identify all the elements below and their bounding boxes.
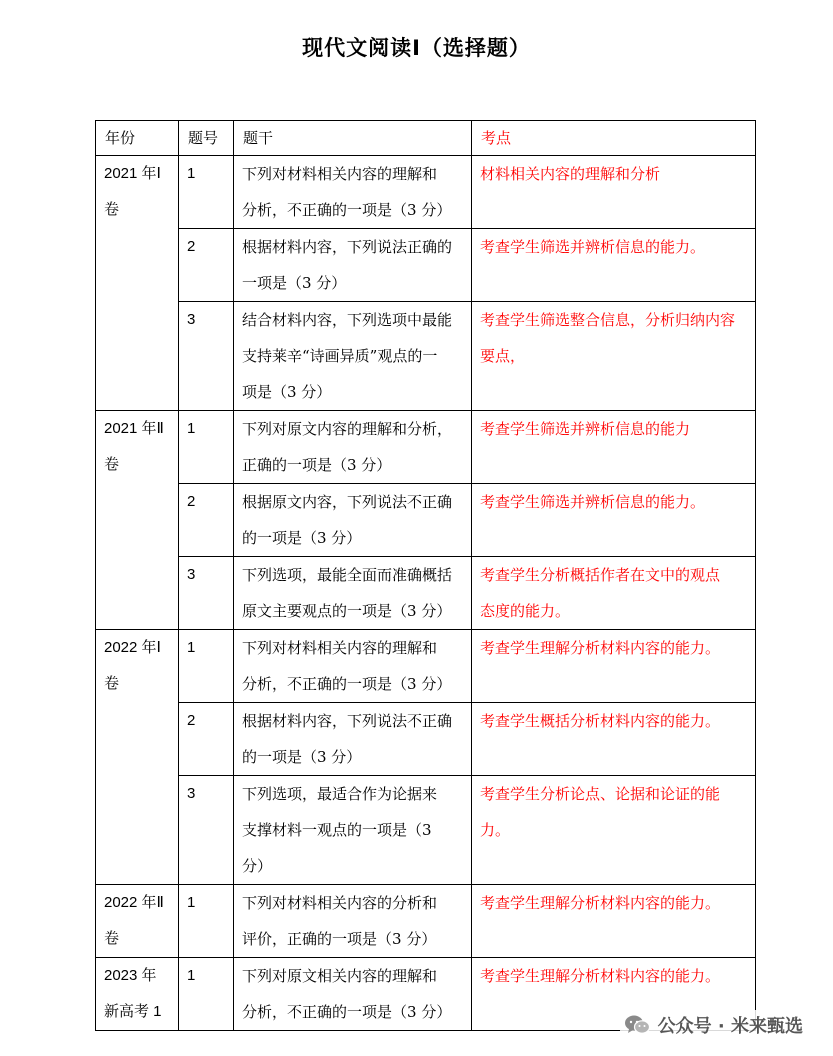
exam-point bbox=[472, 156, 756, 229]
table-header-row bbox=[96, 121, 756, 156]
exam-point bbox=[472, 557, 756, 630]
question-number: 3 bbox=[179, 302, 234, 411]
year-cell bbox=[96, 156, 179, 411]
question-stem bbox=[234, 302, 472, 411]
year-cell bbox=[96, 885, 179, 958]
point-line: 材料相关内容的理解和分析 bbox=[480, 165, 661, 183]
exam-point bbox=[472, 229, 756, 302]
watermark bbox=[620, 1010, 807, 1040]
table-row bbox=[96, 557, 756, 630]
question-number: 1 bbox=[179, 958, 234, 1031]
exam-point bbox=[472, 630, 756, 703]
stem-line: 的一项是（3 分） bbox=[242, 748, 362, 766]
stem-line: 的一项是（3 分） bbox=[242, 529, 362, 547]
point-line: 考查学生筛选整合信息，分析归纳内容 bbox=[480, 311, 736, 329]
table-row bbox=[96, 703, 756, 776]
year-line: 新高考 1 bbox=[104, 1003, 162, 1020]
stem-line: 下列对材料相关内容的分析和 bbox=[242, 894, 438, 912]
table-row bbox=[96, 156, 756, 229]
question-stem bbox=[234, 411, 472, 484]
table-row bbox=[96, 411, 756, 484]
point-line: 考查学生理解分析材料内容的能力。 bbox=[480, 967, 721, 985]
question-number: 1 bbox=[179, 885, 234, 958]
stem-line: 根据材料内容，下列说法正确的 bbox=[242, 238, 453, 256]
point-line: 要点， bbox=[480, 347, 526, 365]
stem-line: 分） bbox=[242, 857, 273, 875]
point-line: 考查学生筛选并辨析信息的能力 bbox=[480, 420, 691, 438]
point-line: 力。 bbox=[480, 821, 511, 839]
year-line: 卷 bbox=[104, 201, 120, 218]
table-row bbox=[96, 302, 756, 411]
point-line: 态度的能力。 bbox=[480, 602, 571, 620]
year-line: 卷 bbox=[104, 675, 120, 692]
year-line: 卷 bbox=[104, 456, 120, 473]
point-line: 考查学生理解分析材料内容的能力。 bbox=[480, 894, 721, 912]
stem-line: 下列选项，最能全面而准确概括 bbox=[242, 566, 453, 584]
point-line: 考查学生筛选并辨析信息的能力。 bbox=[480, 238, 706, 256]
year-line: 2022 年Ⅱ bbox=[104, 894, 164, 911]
stem-line: 下列对材料相关内容的理解和 bbox=[242, 165, 438, 183]
stem-line: 下列对材料相关内容的理解和 bbox=[242, 639, 438, 657]
year-line: 2022 年Ⅰ bbox=[104, 639, 161, 656]
stem-line: 原文主要观点的一项是（3 分） bbox=[242, 602, 452, 620]
question-number: 2 bbox=[179, 703, 234, 776]
year-cell bbox=[96, 958, 179, 1031]
stem-line: 正确的一项是（3 分） bbox=[242, 456, 392, 474]
question-number: 3 bbox=[179, 776, 234, 885]
stem-line: 评价，正确的一项是（3 分） bbox=[242, 930, 437, 948]
table-row bbox=[96, 484, 756, 557]
question-stem bbox=[234, 557, 472, 630]
stem-line: 分析，不正确的一项是（3 分） bbox=[242, 201, 452, 219]
year-line: 2021 年Ⅰ bbox=[104, 165, 161, 182]
question-number: 2 bbox=[179, 484, 234, 557]
stem-line: 分析，不正确的一项是（3 分） bbox=[242, 675, 452, 693]
stem-line: 项是（3 分） bbox=[242, 383, 332, 401]
year-line: 2023 年 bbox=[104, 967, 157, 984]
question-number: 3 bbox=[179, 557, 234, 630]
table-row bbox=[96, 229, 756, 302]
year-line: 卷 bbox=[104, 930, 120, 947]
stem-line: 支撑材料一观点的一项是（3 bbox=[242, 821, 432, 839]
exam-table bbox=[95, 120, 756, 1031]
table-body bbox=[96, 156, 756, 1031]
header-year: 年份 bbox=[96, 121, 179, 156]
header-stem: 题干 bbox=[234, 121, 472, 156]
table-row bbox=[96, 630, 756, 703]
point-line: 考查学生概括分析材料内容的能力。 bbox=[480, 712, 721, 730]
stem-line: 下列对原文相关内容的理解和 bbox=[242, 967, 438, 985]
point-line: 考查学生理解分析材料内容的能力。 bbox=[480, 639, 721, 657]
point-line: 考查学生分析论点、论据和论证的能 bbox=[480, 785, 721, 803]
stem-line: 下列对原文内容的理解和分析， bbox=[242, 420, 453, 438]
question-number: 1 bbox=[179, 156, 234, 229]
header-number: 题号 bbox=[179, 121, 234, 156]
year-line: 2021 年Ⅱ bbox=[104, 420, 164, 437]
question-number: 1 bbox=[179, 411, 234, 484]
exam-point bbox=[472, 885, 756, 958]
question-stem bbox=[234, 885, 472, 958]
exam-point bbox=[472, 411, 756, 484]
point-line: 考查学生筛选并辨析信息的能力。 bbox=[480, 493, 706, 511]
question-stem bbox=[234, 630, 472, 703]
exam-point bbox=[472, 703, 756, 776]
stem-line: 根据原文内容，下列说法不正确 bbox=[242, 493, 453, 511]
year-cell bbox=[96, 411, 179, 630]
exam-point bbox=[472, 302, 756, 411]
question-stem bbox=[234, 229, 472, 302]
table-row bbox=[96, 885, 756, 958]
exam-point bbox=[472, 776, 756, 885]
question-stem bbox=[234, 484, 472, 557]
point-line: 考查学生分析概括作者在文中的观点 bbox=[480, 566, 721, 584]
stem-line: 下列选项，最适合作为论据来 bbox=[242, 785, 438, 803]
year-cell bbox=[96, 630, 179, 885]
page-title: 现代文阅读Ⅰ（选择题） bbox=[302, 36, 531, 60]
stem-line: 根据材料内容，下列说法不正确 bbox=[242, 712, 453, 730]
header-point: 考点 bbox=[472, 121, 756, 156]
stem-line: 分析，不正确的一项是（3 分） bbox=[242, 1003, 452, 1021]
watermark-text: 公众号 · 米来甄选 bbox=[657, 1016, 803, 1037]
question-stem bbox=[234, 156, 472, 229]
exam-point bbox=[472, 484, 756, 557]
question-stem bbox=[234, 703, 472, 776]
stem-line: 结合材料内容，下列选项中最能 bbox=[242, 311, 453, 329]
wechat-icon bbox=[624, 1014, 650, 1036]
stem-line: 一项是（3 分） bbox=[242, 274, 347, 292]
stem-line: 支持莱辛“诗画异质”观点的一 bbox=[242, 347, 438, 365]
question-number: 1 bbox=[179, 630, 234, 703]
question-stem bbox=[234, 958, 472, 1031]
question-stem bbox=[234, 776, 472, 885]
table-row bbox=[96, 776, 756, 885]
question-number: 2 bbox=[179, 229, 234, 302]
